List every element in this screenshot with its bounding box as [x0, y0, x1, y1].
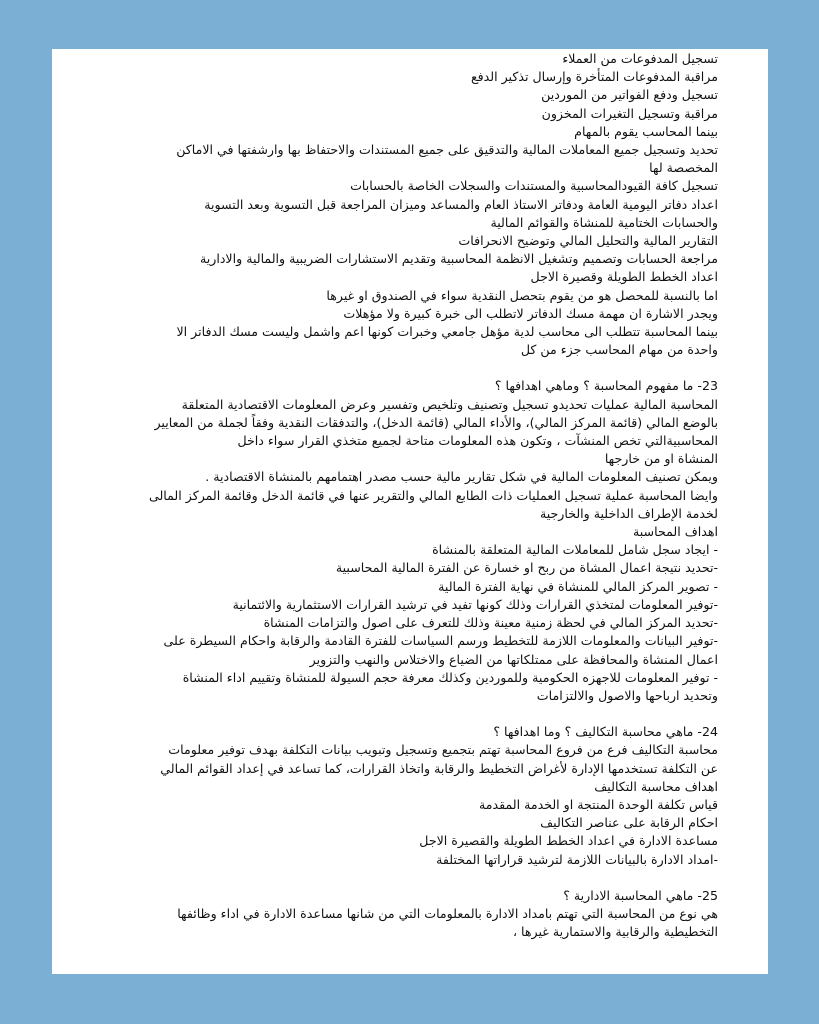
document-page	[52, 49, 768, 974]
question-25-heading: 25- ماهي المحاسبة الادارية ؟	[563, 887, 718, 903]
spacer	[130, 359, 718, 377]
list-item: اعمال المنشاة والمحافظة على ممتلكاتها من الضياع والاختلاس والنهب والتزوير	[309, 651, 718, 667]
line: والحسابات الختامية للمنشاة والقوائم المالية	[490, 214, 718, 230]
list-item: - ايجاد سجل شامل للمعاملات المالية المتعلقة بالمنشاة	[432, 542, 718, 558]
line: هي نوع من المحاسبة التي تهتم بامداد الادارة بالمعلومات التي من شانها مساعدة الادارة في اداء وظائفها	[177, 905, 718, 921]
list-item: - تصوير المركز المالي للمنشاة في نهاية الفترة المالية	[438, 578, 718, 594]
line: التقارير المالية والتحليل المالي وتوضيح الانحرافات	[458, 233, 718, 249]
line: عن التكلفة تستخدمها الإدارة لأغراض التخطيط والرقابة واتخاذ القرارات، كما تساعد في إعداد القوائم المالي	[160, 760, 718, 776]
line: لخدمة الإطراف الداخلية والخارجية	[539, 505, 718, 521]
line: المحاسبيةالتي تخص المنشآت ، وتكون هذه المعلومات متاحة لجميع متخذي القرار سواء داخل	[237, 433, 718, 449]
line: اعداد الخطط الطويلة وقصيرة الاجل	[530, 269, 718, 285]
document-text	[52, 49, 768, 974]
line: بينما المحاسبة تتطلب الى محاسب لدية مؤهل جامعي وخبرات كونها اعم واشمل وليست مسك الدفاتر الا	[176, 324, 718, 340]
list-item: وتحديد ارباحها والاصول والالتزامات	[536, 687, 718, 703]
spacer	[130, 705, 718, 723]
line: واحدة من مهام المحاسب جزء من كل	[520, 342, 718, 358]
line: وايضا المحاسبة عملية تسجيل العمليات ذات الطابع المالي والتقرير عنها في قائمة الدخل وقائمة المركز المالى	[148, 487, 718, 503]
list-item: احكام الرقابة على عناصر التكاليف	[540, 815, 718, 831]
list-item: قياس تكلفة الوحدة المنتجة او الخدمة المقدمة	[479, 796, 718, 812]
list-item: - توفير المعلومات للاجهزه الحكومية وللموردين وكذلك معرفة حجم السيولة للمنشاة وتقييم اداء المنشاة	[182, 669, 718, 685]
list-item: -امداد الادارة بالبيانات اللازمة لترشيد قراراتها المختلفة	[436, 851, 718, 867]
line: المحاسبة المالية عمليات تحديدو تسجيل وتصنيف وتلخيص وتفسير وعرض المعلومات الاقتصادية المتعلقة	[181, 396, 718, 412]
line: تحديد وتسجيل جميع المعاملات المالية والتدقيق على جميع المستندات والاحتفاظ بها وارشفتها في الاماكن	[176, 142, 718, 158]
line: محاسبة التكاليف فرع من فروع المحاسبة تهتم بتجميع وتسجيل وتبويب بيانات التكلفة بهدف توفير معلومات	[168, 742, 718, 758]
line: تسجيل المدفوعات من العملاء	[562, 51, 718, 66]
list-item: -تحديد المركز المالي في لحظة زمنية معينة وذلك للتعرف على اصول والتزامات المنشاة	[263, 615, 718, 631]
list-item: -تحديد نتيجة اعمال المشاة من ربح او خسارة عن الفترة المالية المحاسبية	[335, 560, 718, 576]
line: التخطيطية والرقابية والاستمارية غيرها ،	[512, 924, 718, 940]
line: المخصصة لها	[649, 160, 718, 176]
line: بالوضع المالي (قائمة المركز المالي)، والأداء المالي (قائمة الدخل)، والتدفقات النقدية وفقاً لجملة من المعايير	[154, 414, 718, 430]
line: بينما المحاسب يقوم بالمهام	[574, 123, 718, 139]
line: المنشاة او من خارجها	[604, 451, 718, 467]
list-item: -توفير البيانات والمعلومات اللازمة للتخطيط ورسم السياسات للفترة القادمة والرقابة واحكام السيطرة على	[163, 633, 718, 649]
line: مراقبة المدفوعات المتأخرة وإرسال تذكير الدفع	[470, 69, 718, 85]
goals-heading: اهداف محاسبة التكاليف	[594, 778, 718, 794]
line: ويجدر الاشارة ان مهمة مسك الدفاتر لاتطلب الى خبرة كبيرة ولا مؤهلات	[343, 305, 718, 321]
spacer	[130, 869, 718, 887]
list-item: مساعدة الادارة في اعداد الخطط الطويلة والقصيرة الاجل	[419, 833, 718, 849]
question-23-heading: 23- ما مفهوم المحاسبة ؟ وماهي اهدافها ؟	[494, 378, 718, 394]
question-24-heading: 24- ماهي محاسبة التكاليف ؟ وما اهدافها ؟	[493, 724, 718, 740]
line: اما بالنسبة للمحصل هو من يقوم بتحصل النقدية سواء في الصندوق او غيرها	[326, 287, 718, 303]
line: مراقبة وتسجيل التغيرات المخزون	[541, 105, 718, 121]
line: تسجيل كافة القيودالمحاسبية والمستندات والسجلات الخاصة بالحسابات	[350, 178, 718, 194]
line: اعداد دفاتر اليومية العامة ودفاتر الاستاذ العام والمساعد وميزان المراجعة قبل التسوية وبعد التسوية	[204, 196, 718, 212]
line: تسجيل ودفع الفواتير من الموردين	[541, 87, 718, 103]
goals-heading: اهداف المحاسبة	[633, 524, 718, 540]
line: مراجعة الحسابات وتصميم وتشغيل الانظمة المحاسبية وتقديم الاستشارات الضريبية والمالية والادارية	[199, 251, 718, 267]
list-item: -توفير المعلومات لمتخذي القرارات وذلك كونها تفيد في ترشيد القرارات الاستثمارية والائتمانية	[232, 596, 718, 612]
line: ويمكن تصنيف المعلومات المالية في شكل تقارير مالية حسب مصدر اهتمامهم بالمنشاة الاقتصادية .	[205, 469, 718, 485]
